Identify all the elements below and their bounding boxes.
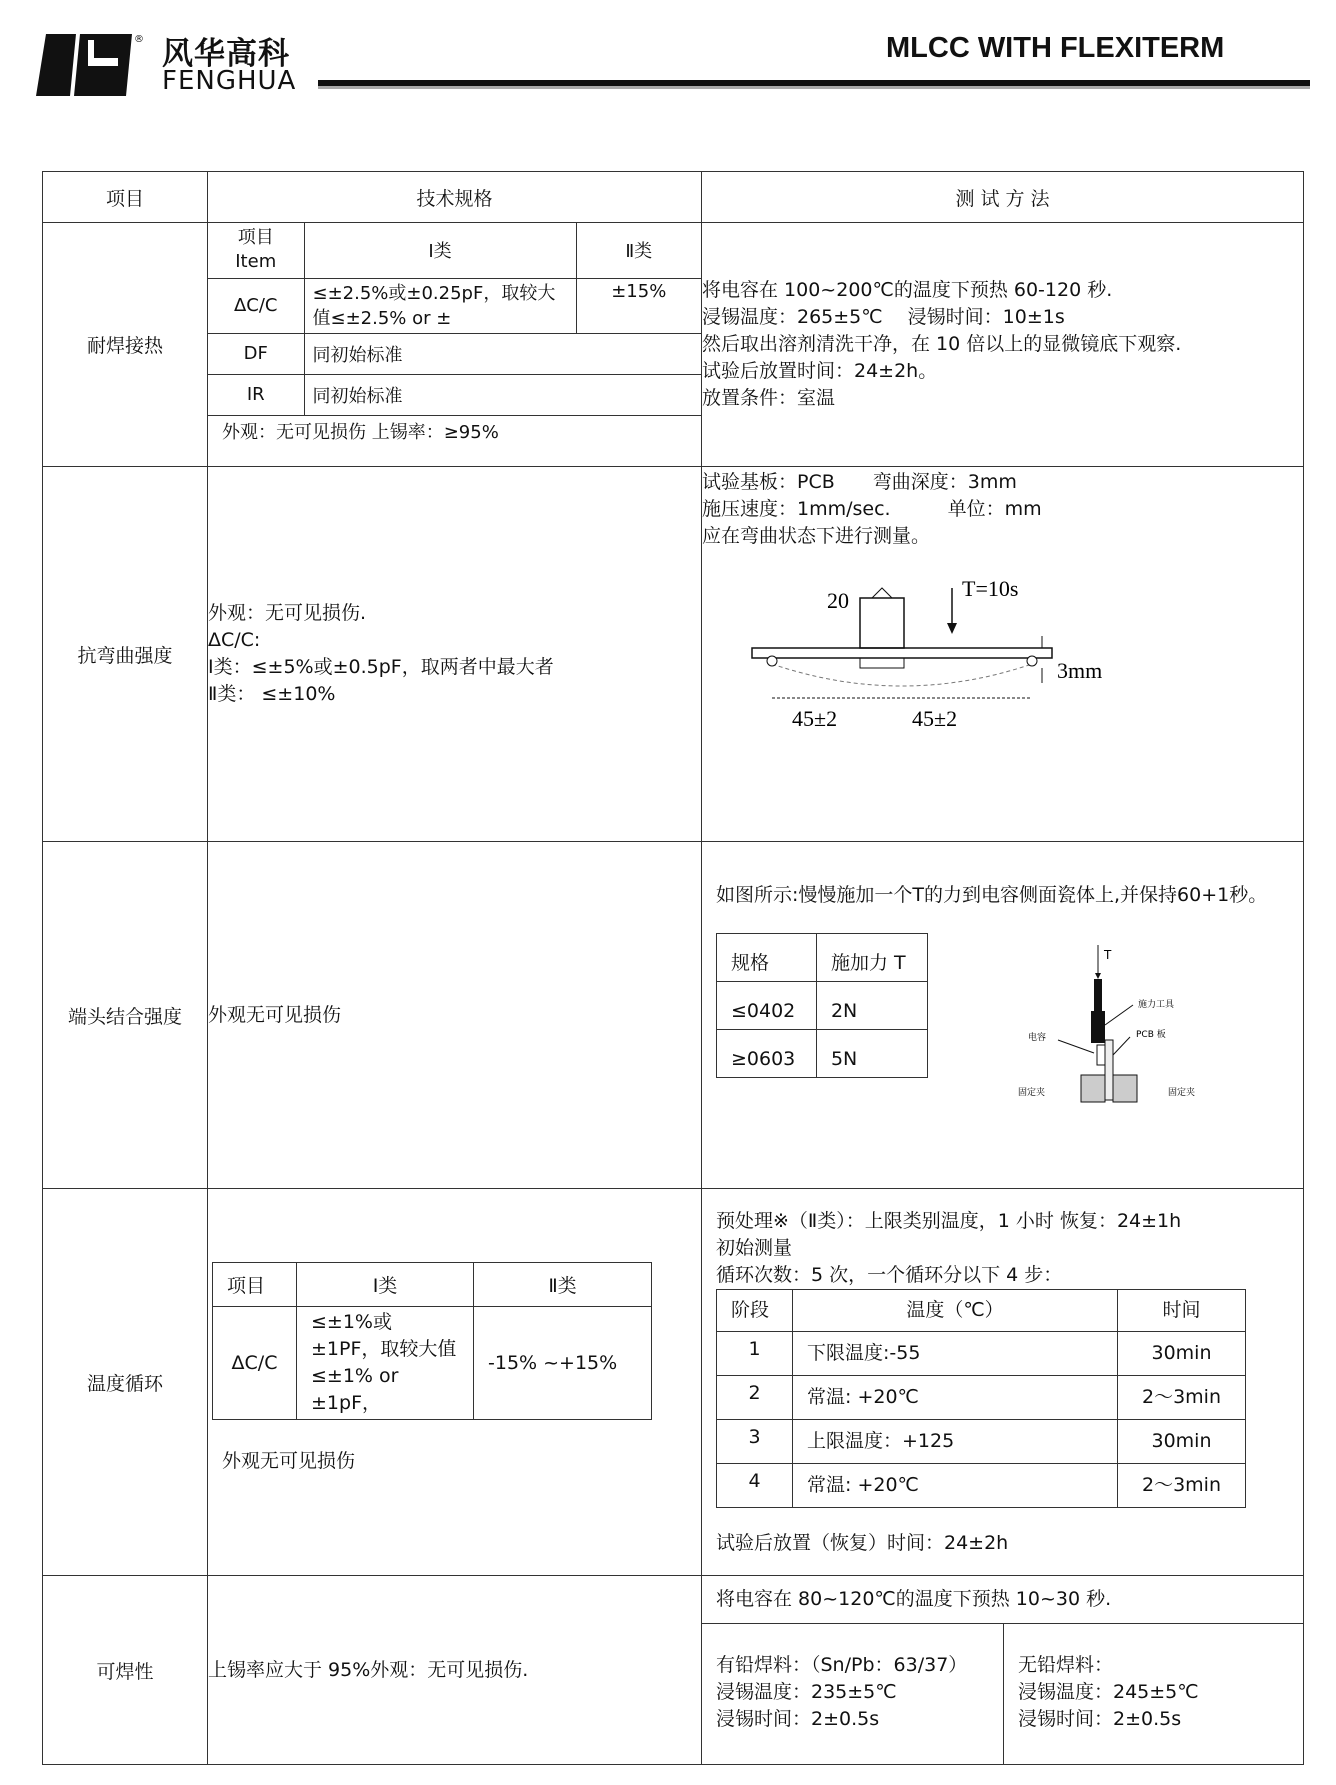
force-table — [716, 933, 928, 1078]
spec-line: Ⅱ类： ≤±10% — [208, 683, 336, 705]
initial-measure: 初始测量 — [716, 1236, 793, 1259]
ir-value: 同初始标准 — [304, 374, 701, 415]
row-method — [702, 467, 1304, 842]
spec-line: Ⅰ类：≤±5%或±0.5pF，取两者中最大者 — [208, 656, 554, 678]
row-method — [702, 1189, 1304, 1576]
cycle-time: 2～3min — [1118, 1375, 1246, 1419]
method-line: 应在弯曲状态下进行测量。 — [702, 525, 931, 547]
sub-header-class2: Ⅱ类 — [576, 223, 701, 278]
cycle-stage: 4 — [717, 1463, 793, 1507]
dc-class2: ±15% — [576, 278, 701, 333]
row-spec — [208, 467, 702, 842]
cycle-time: 30min — [1118, 1419, 1246, 1463]
ir-label: IR — [208, 374, 304, 415]
row-method — [702, 1576, 1304, 1765]
cycle-stage: 2 — [717, 1375, 793, 1419]
label-t: T — [1104, 947, 1112, 962]
preheat: 将电容在 80~120℃的温度下预热 10~30 秒. — [702, 1576, 1303, 1624]
row-method — [702, 223, 1304, 467]
table-row — [43, 1576, 1304, 1765]
sub-header-class1: Ⅰ类 — [297, 1262, 474, 1306]
document-title: MLCC WITH FLEXITERM — [886, 32, 1225, 64]
sub-header-item: 项目 — [213, 1262, 297, 1306]
leadfree-line: 浸锡时间：2±0.5s — [1018, 1708, 1182, 1730]
label-45-right: 45±2 — [912, 706, 958, 731]
leaded-line: 有铅焊料：（Sn/Pb：63/37） — [716, 1654, 968, 1676]
method-line: 浸锡温度：265±5℃ 浸锡时间：10±1s — [702, 306, 1065, 328]
df-value: 同初始标准 — [304, 333, 701, 374]
method-text: 如图所示:慢慢施加一个T的力到电容侧面瓷体上,并保持60+1秒。 — [716, 883, 1268, 906]
force-size: ≥0603 — [717, 1029, 817, 1077]
table-header-row — [43, 172, 1304, 223]
cycle-header: 时间 — [1118, 1289, 1246, 1331]
row-item: 端头结合强度 — [43, 842, 208, 1189]
dc-class2: -15% ~+15% — [474, 1306, 652, 1419]
col-header-method: 测 试 方 法 — [702, 172, 1304, 223]
table-row — [43, 467, 1304, 842]
label-tool: 施力工具 — [1138, 999, 1175, 1010]
header-rule — [318, 80, 1310, 89]
dc-class1: ≤±2.5%或±0.25pF，取较大值≤±2.5% or ± — [304, 278, 576, 333]
cycle-count: 循环次数：5 次，一个循环分以下 4 步： — [716, 1263, 1063, 1286]
dc-class1: ≤±1%或±1PF，取较大值≤±1% or ±1pF， — [297, 1306, 474, 1419]
label-pcb: PCB 板 — [1136, 1029, 1166, 1040]
spec-line: 外观：无可见损伤. — [208, 602, 367, 624]
label-clamp-right: 固定夹 — [1168, 1087, 1196, 1098]
recovery-time: 试验后放置（恢复）时间：24±2h — [716, 1531, 1009, 1554]
row-method — [702, 842, 1304, 1189]
svg-text:®: ® — [134, 34, 144, 45]
appearance: 外观无可见损伤 — [222, 1449, 356, 1472]
label-3mm: 3mm — [1057, 658, 1103, 683]
cycle-stage: 3 — [717, 1419, 793, 1463]
table-row — [43, 223, 1304, 467]
spec-line: ΔC/C: — [208, 629, 261, 651]
row-spec: 外观无可见损伤 — [208, 842, 702, 1189]
row-item: 温度循环 — [43, 1189, 208, 1576]
leadfree-line: 无铅焊料： — [1018, 1654, 1114, 1676]
method-line: 然后取出溶剂清洗干净，在 10 倍以上的显微镜底下观察. — [702, 333, 1182, 355]
cycle-temp: 常温: +20℃ — [793, 1463, 1118, 1507]
cycle-stage: 1 — [717, 1331, 793, 1375]
method-line: 试验后放置时间：24±2h。 — [702, 360, 938, 382]
row-item: 耐焊接热 — [43, 223, 208, 467]
table-row — [43, 842, 1304, 1189]
force-header: 施加力 T — [816, 933, 927, 981]
appearance: 外观：无可见损伤 上锡率：≥95% — [208, 415, 701, 463]
dc-label: ΔC/C — [208, 278, 304, 333]
force-size: ≤0402 — [717, 981, 817, 1029]
leadfree-line: 浸锡温度：245±5℃ — [1018, 1681, 1199, 1703]
terminal-strength-diagram — [1008, 945, 1208, 1120]
row-item: 抗弯曲强度 — [43, 467, 208, 842]
method-line: 施压速度：1mm/sec. 单位：mm — [702, 498, 1042, 520]
row-spec: 上锡率应大于 95%外观：无可见损伤. — [208, 1576, 702, 1765]
fenghua-logo — [36, 30, 142, 100]
spec-table — [42, 171, 1304, 1765]
method-line: 放置条件：室温 — [702, 387, 836, 409]
leaded-solder — [702, 1624, 1004, 1764]
cycle-time: 30min — [1118, 1331, 1246, 1375]
table-row — [43, 1189, 1304, 1576]
cycle-table — [716, 1289, 1246, 1508]
cycle-time: 2～3min — [1118, 1463, 1246, 1507]
row-spec — [208, 223, 702, 467]
cycle-header: 阶段 — [717, 1289, 793, 1331]
dc-label: ΔC/C — [213, 1306, 297, 1419]
force-value: 5N — [816, 1029, 927, 1077]
force-header: 规格 — [717, 933, 817, 981]
precondition: 预处理※（Ⅱ类）：上限类别温度，1 小时 恢复：24±1h — [716, 1209, 1182, 1232]
row-item: 可焊性 — [43, 1576, 208, 1765]
col-header-spec: 技术规格 — [208, 172, 702, 223]
cycle-temp: 上限温度：+125 — [793, 1419, 1118, 1463]
cycle-temp: 常温: +20℃ — [793, 1375, 1118, 1419]
sub-header-class2: Ⅱ类 — [474, 1262, 652, 1306]
df-label: DF — [208, 333, 304, 374]
label-20: 20 — [827, 588, 849, 613]
cycle-header: 温度（℃） — [793, 1289, 1118, 1331]
label-t: T=10s — [962, 576, 1019, 601]
sub-header-item: 项目 Item — [208, 223, 304, 278]
spec-subtable — [208, 223, 701, 463]
brand-name-cn: 风华高科 — [162, 36, 290, 72]
label-cap: 电容 — [1028, 1032, 1047, 1043]
sub-header-class1: Ⅰ类 — [304, 223, 576, 278]
label-clamp-left: 固定夹 — [1018, 1087, 1046, 1098]
bend-test-diagram — [742, 568, 1162, 768]
label-45-left: 45±2 — [792, 706, 838, 731]
temp-spec-subtable — [212, 1262, 652, 1420]
row-spec — [208, 1189, 702, 1576]
method-line: 将电容在 100~200℃的温度下预热 60-120 秒. — [702, 279, 1113, 301]
force-value: 2N — [816, 981, 927, 1029]
brand-name-en: FENGHUA — [162, 66, 297, 96]
leaded-line: 浸锡温度：235±5℃ — [716, 1681, 897, 1703]
method-line: 试验基板：PCB 弯曲深度：3mm — [702, 471, 1017, 493]
cycle-temp: 下限温度:-55 — [793, 1331, 1118, 1375]
col-header-item: 项目 — [43, 172, 208, 223]
leaded-line: 浸锡时间：2±0.5s — [716, 1708, 880, 1730]
leadfree-solder — [1004, 1624, 1199, 1764]
